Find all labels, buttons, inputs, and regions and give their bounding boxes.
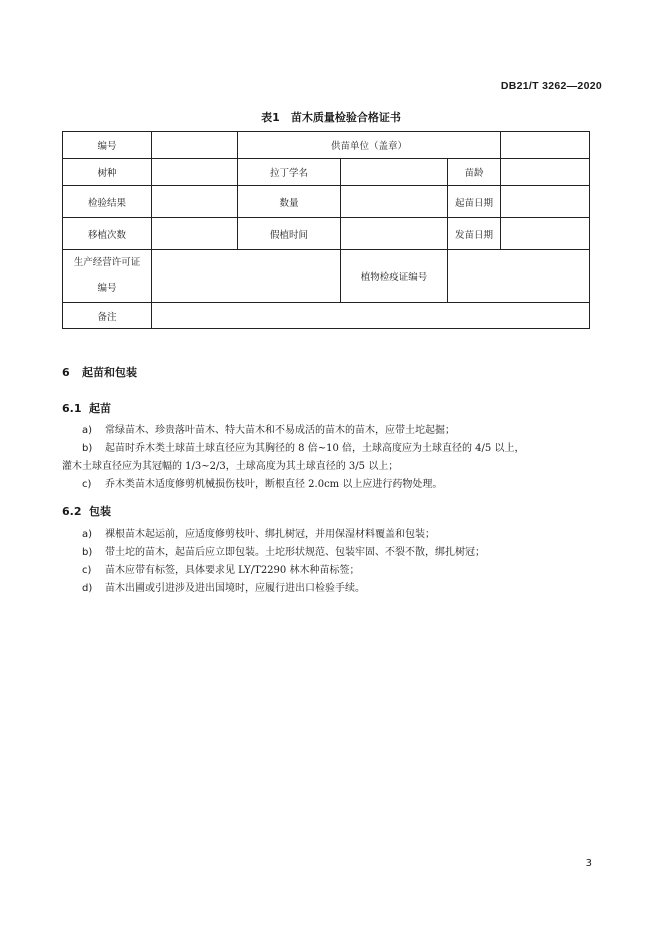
section-6-2-heading [62,503,111,519]
table-cell-label: 发苗日期 [448,218,501,250]
table-row [63,159,590,186]
list-text: 苗木出圃或引进涉及进出国境时，应履行进出口检验手续。 [105,583,365,594]
list-item [62,421,589,441]
list-marker: a) [82,425,93,436]
table-cell-value [501,159,590,186]
table-cell-label: 假植时间 [238,218,341,250]
list-text: 常绿苗木、珍贵落叶苗木、特大苗木和不易成活的苗木的苗木，应带土坨起掘； [105,425,455,436]
list-item [62,525,589,545]
table-row [63,132,590,159]
table-cell-label: 数量 [238,186,341,218]
section-number: 6 [62,366,70,379]
list-marker: b) [82,547,93,558]
section-title: 包装 [89,505,111,518]
table-cell-label: 移植次数 [63,218,152,250]
list-item [62,579,589,599]
list-text: 苗木应带有标签，具体要求见 LY/T2290 林木种苗标签； [105,565,360,576]
certificate-table [62,131,590,329]
section-number: 6.2 [62,505,82,518]
table-caption: 表1 苗木质量检验合格证书 [261,111,401,124]
list-item [62,439,589,459]
section-title: 起苗和包装 [82,366,137,379]
table-cell-label: 拉丁学名 [238,159,341,186]
table-cell-value [341,159,448,186]
table-cell-value [341,218,448,250]
list-text: 乔木类苗木适度修剪机械损伤枝叶，断根直径 2.0cm 以上应进行药物处理。 [105,479,443,490]
table-cell-value [501,186,590,218]
table-cell-label: 编号 [63,132,152,159]
table-row [63,250,590,303]
table-cell-value [152,159,238,186]
table-cell-value [152,250,341,303]
page-number: 3 [585,858,592,869]
list-marker: b) [82,443,93,454]
list-item [62,561,589,581]
list-item [62,475,589,495]
table-cell-label: 供苗单位（盖章） [238,132,501,159]
list-text: 灌木土球直径应为其冠幅的 1/3~2/3，土球高度为其土球直径的 3/5 以上； [62,461,399,472]
table-cell-label: 起苗日期 [448,186,501,218]
list-item [62,543,589,563]
permit-label-line1: 生产经营许可证 [73,257,141,268]
section-number: 6.1 [62,402,82,415]
table-row [63,218,590,250]
permit-label-line2: 编号 [97,283,117,294]
table-cell-value [152,218,238,250]
table-cell-value [152,132,238,159]
list-text: 带土坨的苗木，起苗后应立即包装。土坨形状规范、包装牢固、不裂不散，绑扎树冠； [105,547,485,558]
list-marker: a) [82,529,93,540]
section-6-1-heading [62,400,111,416]
list-marker: c) [82,479,92,490]
table-cell-label: 检验结果 [63,186,152,218]
section-title: 起苗 [89,402,111,415]
table-row [63,186,590,218]
table-cell-label: 树种 [63,159,152,186]
table-cell-value [501,132,590,159]
list-text: 起苗时乔木类土球苗土球直径应为其胸径的 8 倍~10 倍，土球高度应为土球直径的 4/5 以上， [105,443,525,454]
list-marker: d) [82,583,93,594]
table-cell-label: 植物检疫证编号 [341,250,448,303]
table-cell-value [152,303,590,329]
table-cell-value [448,250,590,303]
list-item-continuation [62,457,589,477]
table-cell-label: 备注 [63,303,152,329]
table-cell-value [152,186,238,218]
table-cell-label [63,250,152,303]
table-cell-value [341,186,448,218]
list-text: 裸根苗木起运前，应适度修剪枝叶、绑扎树冠，并用保湿材料覆盖和包装； [105,529,435,540]
table-cell-value [501,218,590,250]
list-marker: c) [82,565,92,576]
table-cell-label: 苗龄 [448,159,501,186]
document-code: DB21/T 3262—2020 [500,80,602,92]
section-6-heading [62,364,137,380]
table-row [63,303,590,329]
